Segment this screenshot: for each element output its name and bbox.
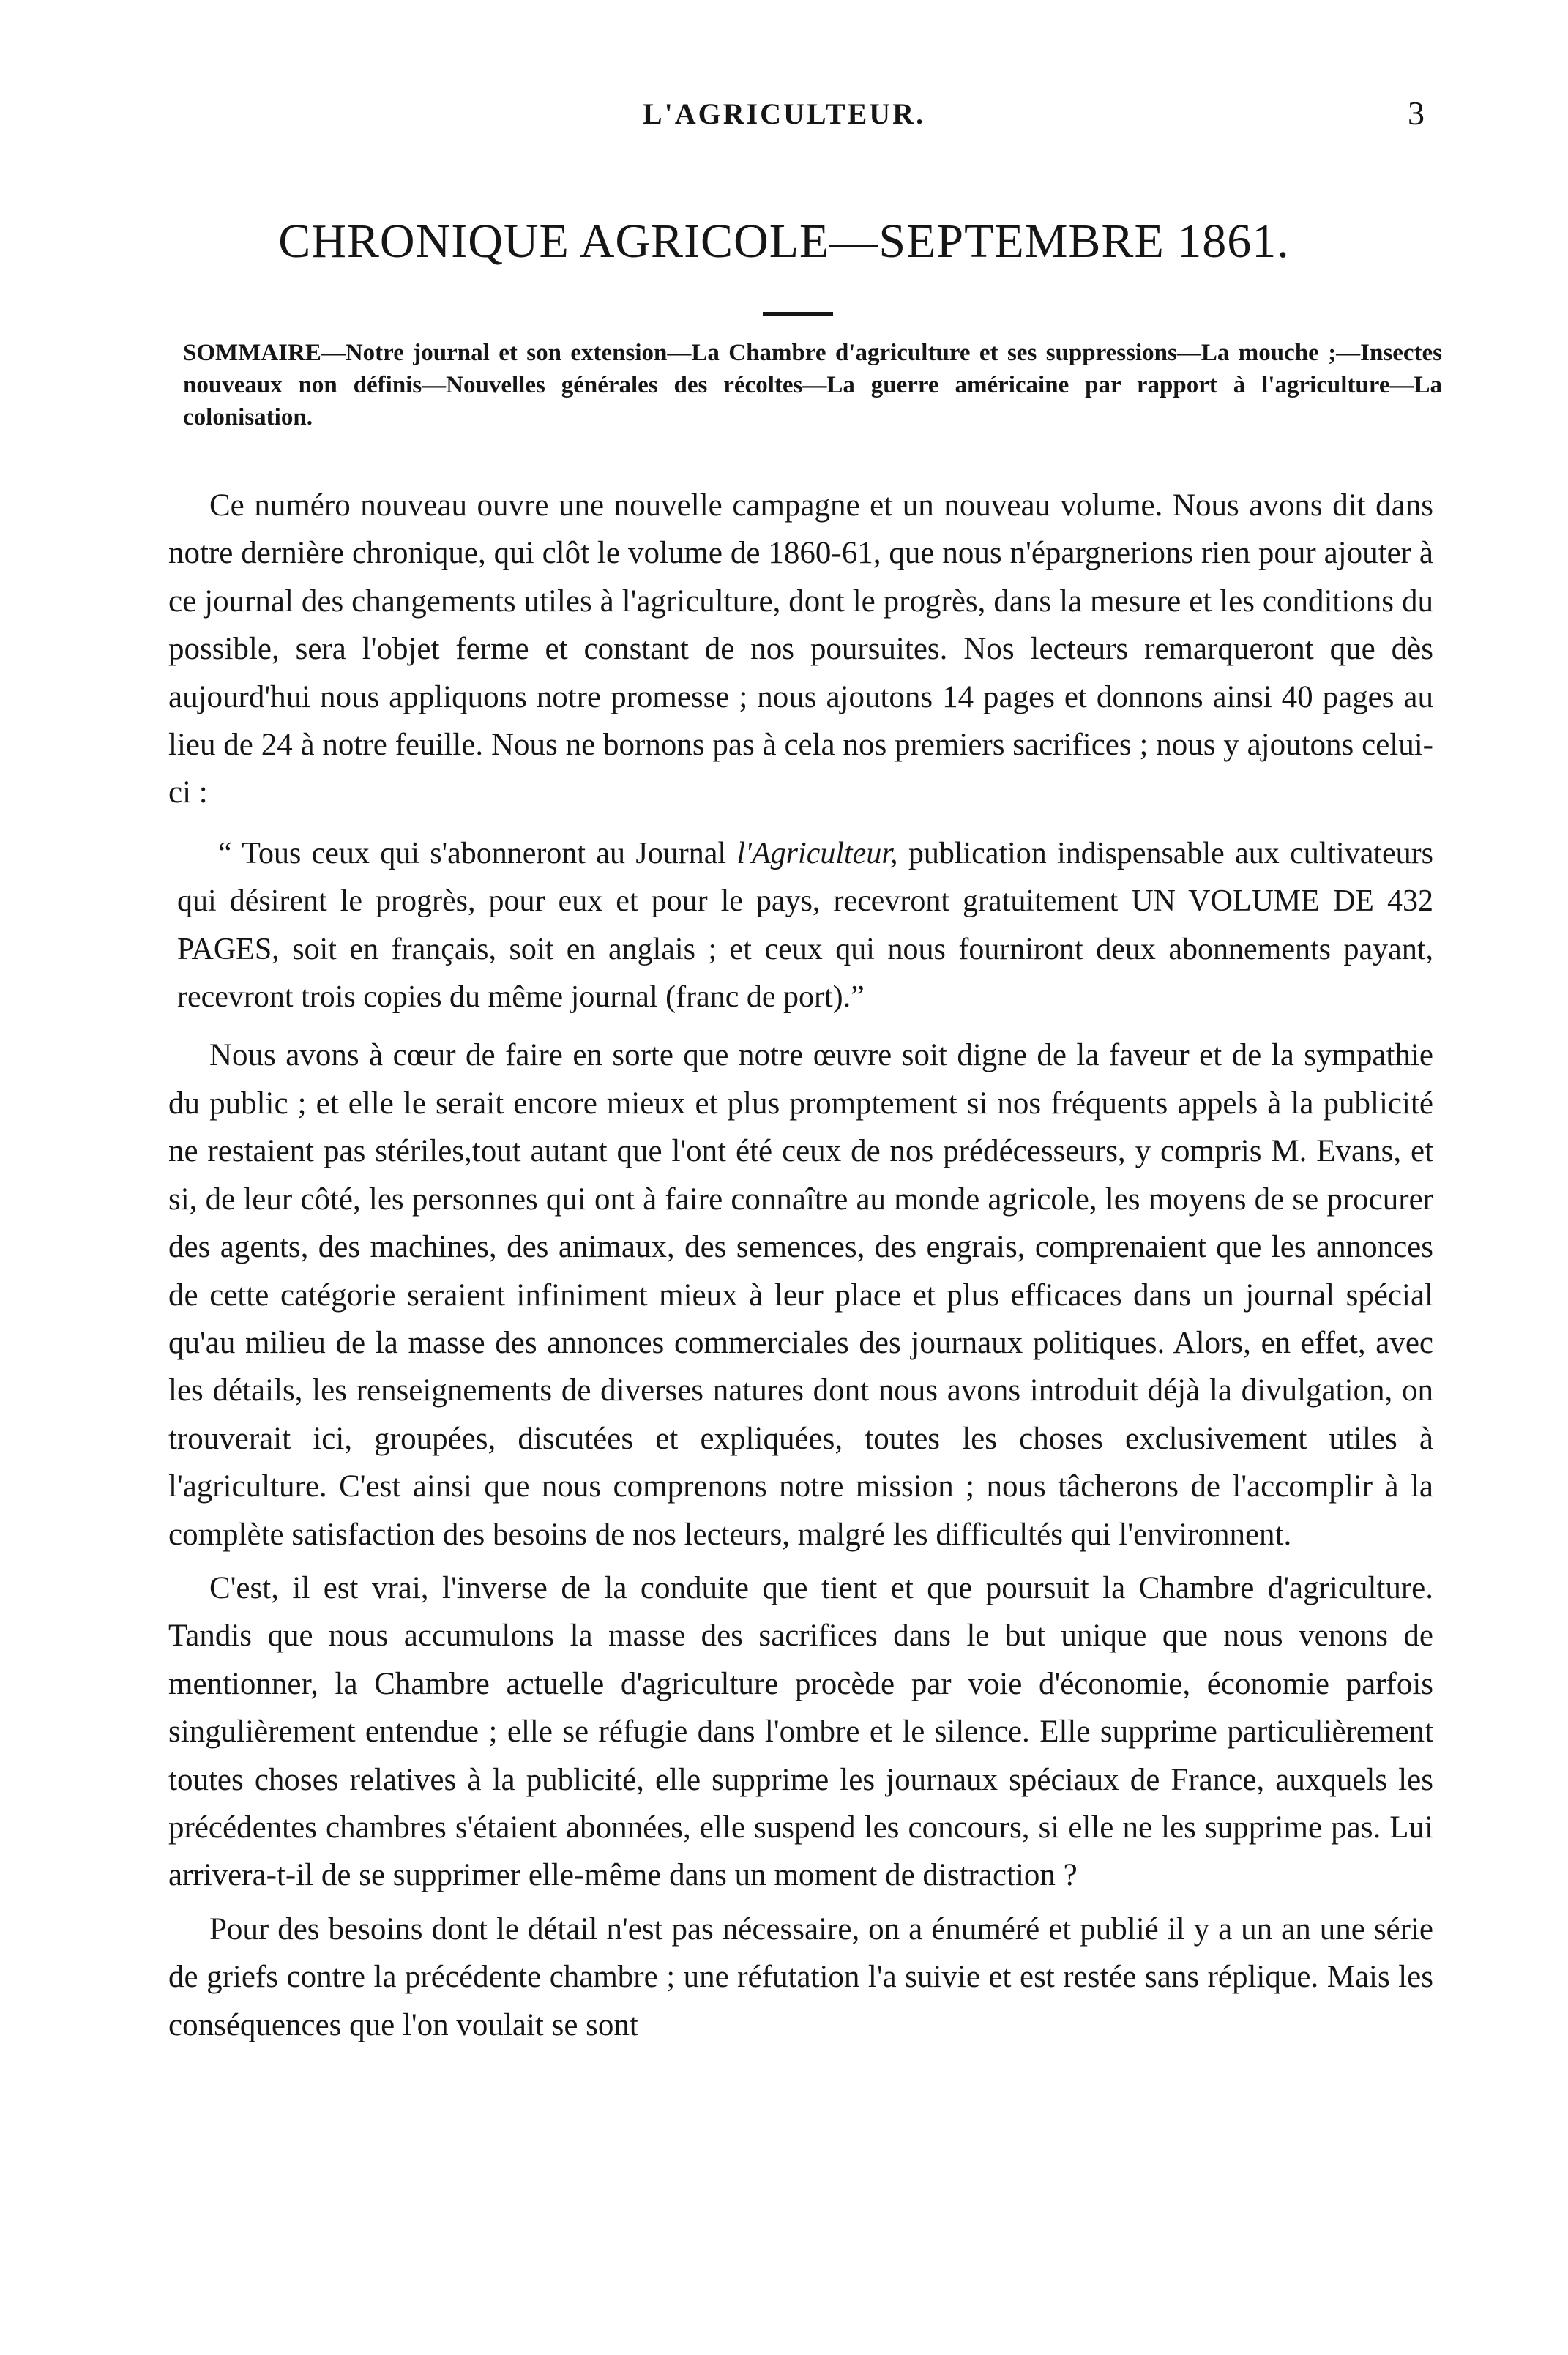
body-text: [168, 482, 1433, 2049]
paragraph-4: Pour des besoins dont le détail n'est pas nécessaire, on a énuméré et publié il y a un an une série de griefs contre la précédente chambre ; une réfutation l'a suivie et est restée sans réplique. Mais les conséquences que l'on voulait se sont: [168, 1911, 1433, 2042]
paragraph-2: Nous avons à cœur de faire en sorte que notre œuvre soit digne de la faveur et de la sympathie du public ; et elle le serait encore mieux et plus promptement si nos fréquents appels à la publicité ne restaient pas stériles,tout autant que l'ont été ceux de nos prédécesseurs, y compris M. Evans, et si, de leur côté, les personnes qui ont à faire connaître au monde agricole, les moyens de se procurer des agents, des machines, des animaux, des semences, des engrais, comprenaient que les annonces de cette catégorie seraient infiniment mieux à leur place et plus efficaces dans un journal spécial qu'au milieu de la masse des annonces commerciales des journaux politiques. Alors, en effet, avec les détails, les renseignements de diverses natures dont nous avons introduit déjà la divulgation, on trouverait ici, groupées, discutées et expliquées, toutes les choses exclusivement utiles à l'agriculture. C'est ainsi que nous comprenons notre mission ; nous tâcherons de l'accomplir à la complète satisfaction des besoins de nos lecteurs, malgré les difficultés qui l'environnent.: [168, 1038, 1433, 1552]
quote-text-start: “ Tous ceux qui s'abonneront au Journal: [218, 836, 737, 870]
paragraph-3: C'est, il est vrai, l'inverse de la conduite que tient et que poursuit la Chambre d'agriculture. Tandis que nous accumulons la masse des sacrifices dans le but unique que nous venons de mentionner, la Chambre actuelle d'agriculture procède par voie d'économie, économie parfois singulièrement entendue ; elle se réfugie dans l'ombre et le silence. Elle supprime particulièrement toutes choses relatives à la publicité, elle supprime les journaux spéciaux de France, auxquels les précédentes chambres s'étaient abonnées, elle suspend les concours, si elle ne les supprime pas. Lui arrivera-t-il de se supprimer elle-même dans un moment de distraction ?: [168, 1570, 1433, 1893]
quote-text-end: publication indispensable aux cultivateurs qui désirent le progrès, pour eux et pour le pays, recevront gratuitement UN VOLUME DE 432 PAGES, soit en français, soit en anglais ; et ceux qui nous fourniront deux abonnements payant, recevront trois copies du même journal (franc de port).”: [177, 836, 1433, 1015]
summary-label: SOMMAIRE: [183, 340, 321, 366]
running-title: L'AGRICULTEUR.: [642, 97, 926, 130]
quote-paragraph: [168, 830, 1433, 1022]
page-number: 3: [1408, 94, 1425, 132]
paragraph-1: Ce numéro nouveau ouvre une nouvelle campagne et un nouveau volume. Nous avons dit dans notre dernière chronique, qui clôt le volume de 1860-61, que nous n'épargnerions rien pour ajouter à ce journal des changements utiles à l'agriculture, dont le progrès, dans la mesure et les conditions du possible, sera l'objet ferme et constant de nos poursuites. Nos lecteurs remarqueront que dès aujourd'hui nous appliquons notre promesse ; nous ajoutons 14 pages et donnons ainsi 40 pages au lieu de 24 à notre feuille. Nous ne bornons pas à cela nos premiers sacrifices ; nous y ajoutons celui-ci :: [168, 488, 1433, 810]
chapter-title: CHRONIQUE AGRICOLE—SEPTEMBRE 1861.: [278, 214, 1290, 268]
running-head: [0, 94, 1568, 141]
journal-name: l'Agriculteur,: [736, 836, 898, 870]
summary: [183, 337, 1442, 433]
title-divider: [763, 312, 833, 316]
summary-text: —Notre journal et son extension—La Chambre d'agriculture et ses suppressions—La mouche ;—Insectes nouveaux non définis—Nouvelles générales des récoltes—La guerre américaine par rapport à l'agriculture—La colonisation.: [183, 340, 1442, 430]
